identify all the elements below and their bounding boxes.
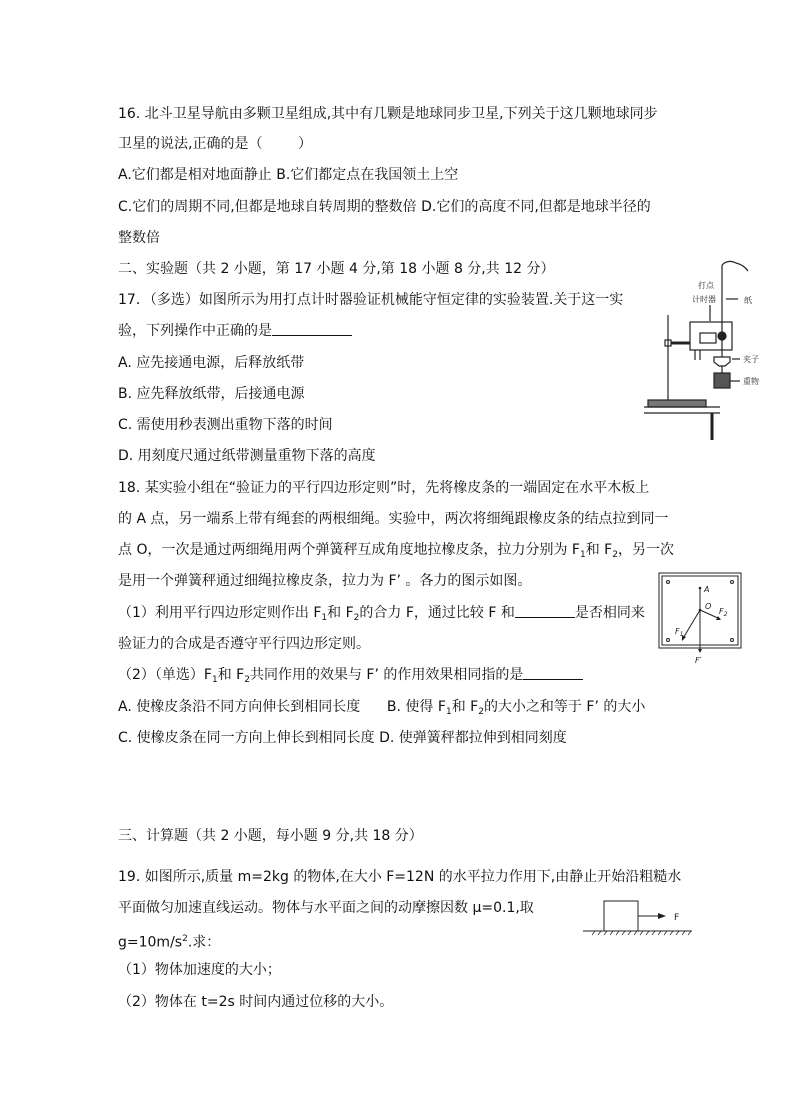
subscript: 1: [321, 613, 328, 623]
superscript: 2: [182, 934, 188, 944]
label-f1-sub: 1: [679, 631, 684, 638]
text-segment: 平面做匀加速直线运动。物体与水平面之间的动摩擦因数 μ=0.1,取: [118, 900, 534, 916]
label-a: A: [704, 585, 710, 594]
text-segment: A. 使橡皮条沿不同方向伸长到相同长度 B. 使得 F: [118, 699, 446, 715]
text-line: [118, 229, 160, 247]
text-line: [118, 899, 534, 917]
subscript: 2: [478, 707, 484, 717]
subscript: 2: [244, 675, 250, 685]
label-timer-1: 打点: [698, 281, 714, 290]
text-line: [118, 541, 674, 559]
text-segment: （1）利用平行四边形定则作出 F: [118, 605, 322, 621]
text-segment: 17．（多选）如图所示为用打点计时器验证机械能守恒定律的实验装置.关于这一实: [118, 292, 624, 308]
text-segment: （1）物体加速度的大小；: [118, 962, 281, 978]
text-segment: ，另一次: [617, 542, 674, 558]
text-segment: （2）（单选）F: [118, 667, 212, 683]
text-segment: 的合力 F，通过比较 F 和: [359, 605, 515, 621]
label-clip: 夹子: [743, 355, 759, 364]
text-segment: C.它们的周期不同,但都是地球自转周期的整数倍 D.它们的高度不同,但都是地球半径的: [118, 199, 651, 215]
label-timer-2: 计时器: [692, 295, 716, 304]
text-line: [118, 604, 645, 622]
text-line: [118, 105, 658, 123]
subscript: 2: [353, 613, 360, 623]
label-fprime: F′: [695, 656, 702, 665]
answer-blank[interactable]: [272, 322, 352, 336]
text-line: [118, 479, 649, 497]
text-segment: .求：: [187, 934, 221, 951]
subscript: 1: [211, 675, 218, 685]
text-segment: g=10m/s: [118, 934, 183, 951]
text-line: [118, 166, 458, 184]
text-line: [118, 572, 531, 590]
text-segment: 整数倍: [118, 230, 160, 246]
subscript: 2: [612, 550, 618, 560]
text-segment: 的大小之和等于 F’ 的大小: [483, 699, 646, 715]
text-segment: D. 用刻度尺通过纸带测量重物下落的高度: [118, 448, 376, 464]
text-line: [118, 961, 281, 979]
text-line: [118, 666, 583, 684]
text-segment: 18. 某实验小组在“验证力的平行四边形定则”时，先将橡皮条的一端固定在水平木板上: [118, 480, 650, 496]
text-line: [118, 729, 567, 747]
text-segment: 的 A 点，另一端系上带有绳套的两根细绳。实验中，两次将细绳跟橡皮条的结点拉到同一: [118, 511, 669, 527]
text-segment: 和 F: [585, 542, 613, 558]
label-force: F: [674, 913, 680, 923]
text-line: [118, 135, 312, 153]
text-segment: 是用一个弹簧秤通过细绳拉橡皮条，拉力为 F’ 。各力的图示如图。: [118, 573, 532, 589]
label-paper: 纸: [744, 296, 752, 305]
text-line: [118, 930, 220, 952]
timer-apparatus-figure: [640, 255, 770, 450]
label-o: O: [705, 602, 712, 611]
text-line: [118, 510, 668, 528]
text-line: [118, 354, 304, 372]
text-segment: 和 F: [327, 605, 354, 621]
svg-text:F1: [675, 627, 683, 638]
answer-blank[interactable]: [515, 604, 575, 618]
text-segment: 和 F: [451, 699, 479, 715]
text-segment: 是否相同来: [574, 605, 645, 621]
text-line: [118, 993, 393, 1011]
text-segment: 验，下列操作中正确的是: [118, 323, 272, 339]
text-line: [118, 385, 305, 403]
force-arrow-icon: [658, 913, 666, 919]
label-f1: F: [675, 627, 680, 636]
answer-blank[interactable]: [523, 666, 583, 680]
text-segment: 和 F: [217, 667, 245, 683]
text-segment: 验证力的合成是否遵守平行四边形定则。: [118, 636, 370, 652]
subscript: 1: [579, 550, 586, 560]
subscript: 1: [445, 707, 452, 717]
text-segment: 共同作用的效果与 F’ 的作用效果相同指的是: [249, 667, 524, 683]
text-line: [118, 198, 651, 216]
text-line: [118, 698, 645, 716]
label-f2-sub: 2: [723, 611, 728, 618]
block-on-floor-figure: [580, 895, 695, 940]
text-segment: 三、计算题（共 2 小题，每小题 9 分,共 18 分）: [118, 828, 423, 844]
text-line: [118, 416, 333, 434]
text-segment: C. 需使用秒表测出重物下落的时间: [118, 417, 333, 433]
text-line: [118, 260, 554, 278]
text-line: [118, 447, 376, 465]
label-weight: 重物: [743, 377, 759, 386]
text-segment: A.它们都是相对地面静止 B.它们都定点在我国领土上空: [118, 167, 459, 183]
text-line: [118, 635, 370, 653]
text-segment: （2）物体在 t=2s 时间内通过位移的大小。: [118, 994, 394, 1010]
text-line: [118, 868, 681, 886]
text-segment: C. 使橡皮条在同一方向上伸长到相同长度 D. 使弹簧秤都拉伸到相同刻度: [118, 730, 567, 746]
text-line: [118, 827, 423, 845]
force-board-figure: [655, 570, 755, 665]
text-segment: A. 应先接通电源，后释放纸带: [118, 355, 305, 371]
text-segment: 19. 如图所示,质量 m=2kg 的物体,在大小 F=12N 的水平拉力作用下,由静止开始沿粗糙水: [118, 869, 682, 885]
text-line: [118, 291, 623, 309]
svg-text:F2: [719, 607, 728, 618]
label-f2: F: [719, 607, 724, 616]
text-segment: 16. 北斗卫星导航由多颗卫星组成,其中有几颗是地球同步卫星,下列关于这几颗地球同步: [118, 106, 658, 122]
text-line: [118, 322, 352, 340]
text-segment: 卫星的说法,正确的是（ ）: [118, 136, 313, 152]
text-segment: B. 应先释放纸带，后接通电源: [118, 386, 305, 402]
text-segment: 点 O，一次是通过两细绳用两个弹簧秤互成角度地拉橡皮条，拉力分别为 F: [118, 542, 580, 558]
text-segment: 二、实验题（共 2 小题，第 17 小题 4 分,第 18 小题 8 分,共 12 分）: [118, 261, 555, 277]
